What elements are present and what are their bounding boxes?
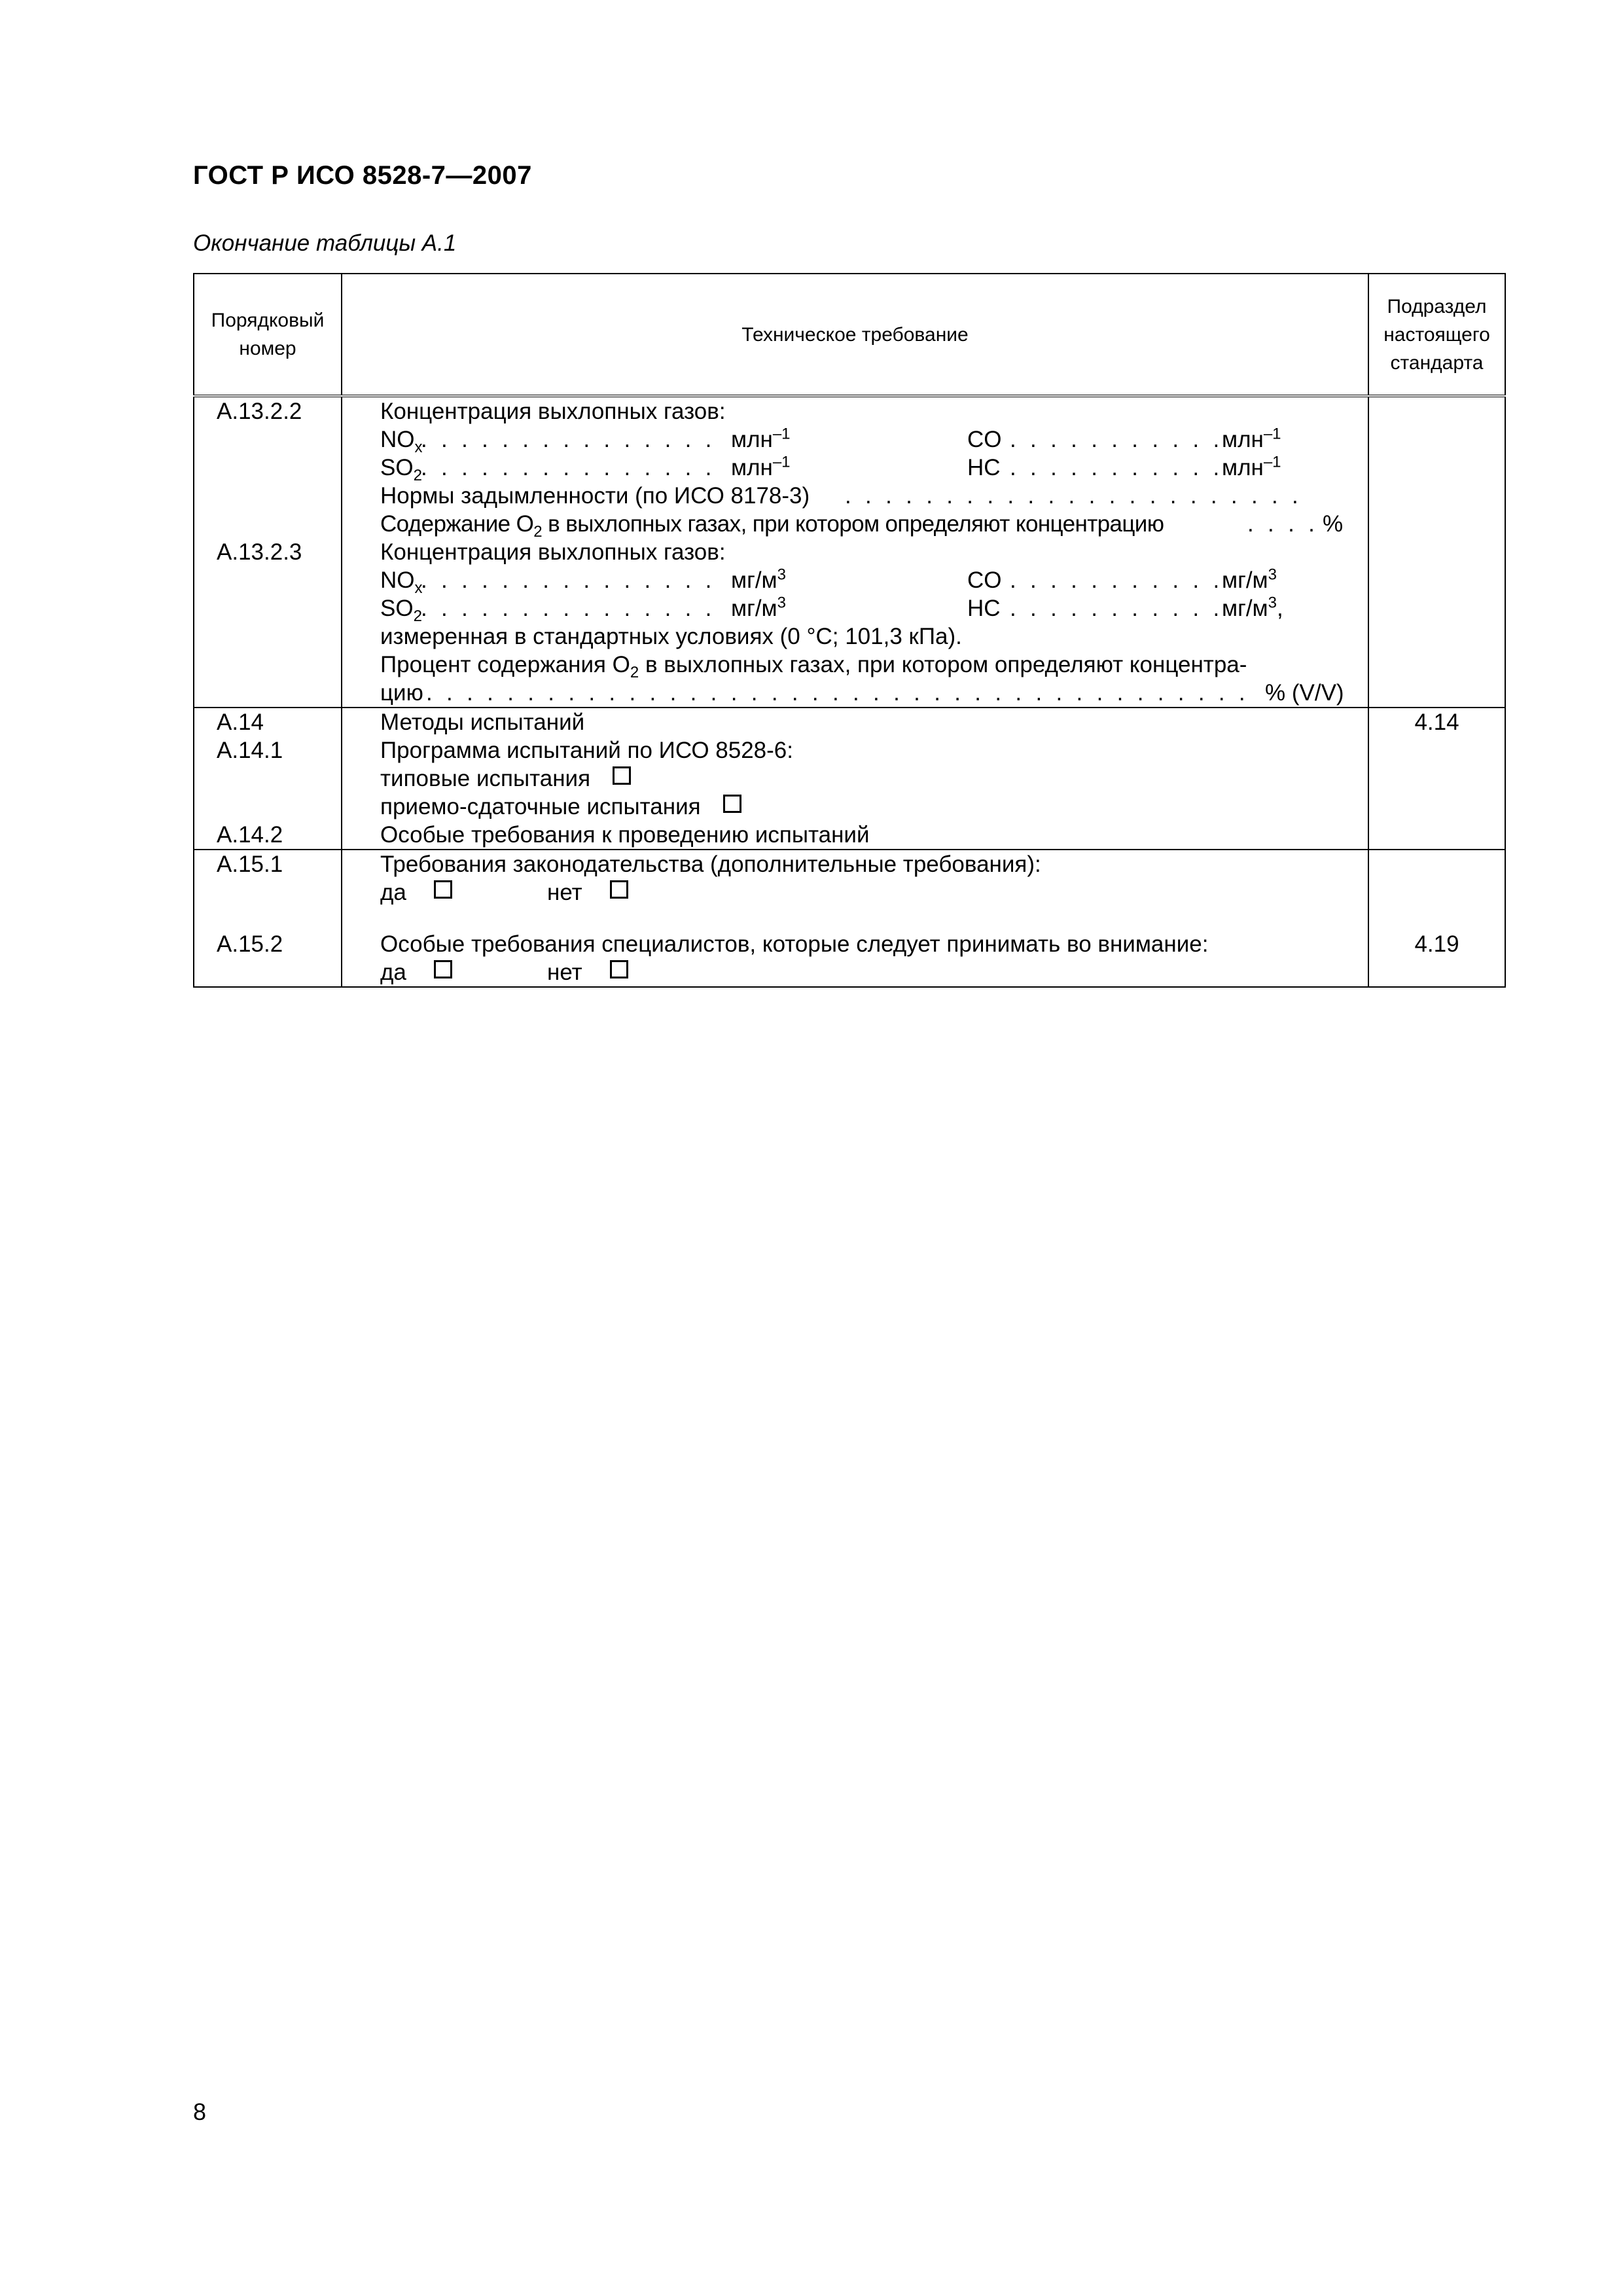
row-number-cell (194, 850, 342, 987)
row-number-cell (194, 396, 342, 708)
unit-label: $мг/м^3$ (1222, 565, 1277, 593)
header-section-line-1: Подраздел (1387, 295, 1487, 317)
gas-label: HC (967, 596, 1001, 621)
dot-leader: . . . . (1247, 511, 1319, 537)
dot-leader: . . . . . . . . . . . (1010, 567, 1224, 593)
header-number (194, 274, 342, 396)
header-section-line-3: стандарта (1390, 351, 1484, 374)
requirement-text: Требования законодательства (дополнительные требования): (380, 852, 1041, 877)
o2-percent-line: Процент содержания $O_2$ в выхлопных газах, при котором определяют концентра- (380, 652, 1247, 681)
unit-label: млн$^{-1}$ (731, 425, 791, 452)
acceptance-tests-checkbox[interactable] (723, 795, 741, 813)
section-cell (1368, 850, 1505, 987)
dot-leader: . . . . . . . . . . . . . . . . . . . . . . . . . . . . . . . . . . . . . . . . . (426, 680, 1249, 706)
type-tests-checkbox[interactable] (613, 766, 631, 785)
dot-leader: . . . . . . . . . . . (1010, 427, 1224, 452)
section-cell (1368, 396, 1505, 708)
requirement-cell (342, 396, 1368, 708)
unit-label: $мг/м^3$ (731, 565, 786, 593)
item-number: А.13.2.3 (217, 539, 302, 565)
dot-leader: . . . . . . . . . . . . . . . (421, 567, 716, 593)
requirement-text: Особые требования к проведению испытаний (380, 822, 870, 848)
gas-label: $SO_2$ (380, 596, 422, 625)
item-number: А.14.2 (217, 822, 283, 848)
legal-no-checkbox[interactable] (610, 880, 628, 899)
requirement-text: измеренная в стандартных условиях (0 °С; 101,3 кПа). (380, 624, 962, 649)
unit-label: % (V/V) (1265, 680, 1344, 706)
document-code: ГОСТ Р ИСО 8528-7—2007 (193, 161, 532, 190)
acceptance-tests-option: приемо-сдаточные испытания (380, 793, 1359, 821)
item-number: А.14.1 (217, 738, 283, 763)
header-section-line-2: настоящего (1383, 323, 1490, 346)
gas-label: CO (967, 427, 1002, 452)
unit-label: $мг/м^3$ (731, 594, 786, 621)
item-number: А.14 (217, 709, 264, 735)
specialists-yes-checkbox[interactable] (434, 960, 452, 978)
specialists-no-checkbox[interactable] (610, 960, 628, 978)
row-number-cell (194, 708, 342, 850)
header-section (1368, 274, 1505, 396)
section-ref: 4.19 (1414, 931, 1459, 957)
unit-label: % (1323, 511, 1343, 537)
type-tests-option: типовые испытания (380, 764, 1359, 793)
requirement-text: Концентрация выхлопных газов: (380, 539, 726, 565)
dot-leader: . . . . . . . . . . . (1010, 455, 1224, 480)
requirement-text: Концентрация выхлопных газов: (380, 399, 726, 424)
item-number: А.15.2 (217, 931, 283, 957)
page-number: 8 (193, 2098, 207, 2125)
o2-content-line: Содержание $O_2$ в выхлопных газах, при котором определяют концентрацию . . . . % (380, 511, 1343, 541)
requirement-cell (342, 850, 1368, 987)
table-row (194, 850, 1505, 987)
legal-yes-checkbox[interactable] (434, 880, 452, 899)
table-row (194, 396, 1505, 708)
unit-label: млн$^{-1}$ (1222, 453, 1281, 480)
gas-line-nox-co-ppm (380, 425, 1359, 454)
gas-label: $NO_x$ (380, 427, 423, 456)
requirement-text: Методы испытаний (380, 709, 585, 735)
gas-label: HC (967, 455, 1001, 480)
requirement-text: Программа испытаний по ИСО 8528-6: (380, 738, 793, 763)
o2-percent-line-cont: цию . . . . . . . . . . . . . . . . . . . . . . . . . . . . . . . . . . . . . . . . . % (V/V) (380, 680, 1344, 706)
table-header-row (194, 274, 1505, 396)
dot-leader: . . . . . . . . . . . . . . . (421, 427, 716, 452)
legal-yes-no-options: да нет (380, 878, 1359, 906)
dot-leader: . . . . . . . . . . . . . . . . . . . . . . . (845, 483, 1302, 509)
gas-line-so2-hc-ppm (380, 454, 1359, 482)
specialists-yes-no-options: да нет (380, 958, 1359, 986)
gas-label: $SO_2$ (380, 455, 422, 484)
gas-line-nox-co-mgm3 (380, 565, 1359, 597)
requirement-text: Особые требования специалистов, которые следует принимать во внимание: (380, 931, 1209, 957)
table-caption: Окончание таблицы А.1 (193, 230, 457, 256)
dot-leader: . . . . . . . . . . . . . . . (421, 455, 716, 480)
header-requirement: Техническое требование (342, 274, 1368, 396)
unit-label: млн$^{-1}$ (731, 453, 791, 480)
header-number-line-1: Порядковый (211, 310, 325, 331)
item-number: А.13.2.2 (217, 399, 302, 424)
table-row (194, 708, 1505, 850)
dot-leader: . . . . . . . . . . . . . . . (421, 596, 716, 621)
gas-label: $NO_x$ (380, 567, 423, 597)
gas-line-so2-hc-mgm3 (380, 594, 1359, 625)
header-number-line-2: номер (239, 338, 296, 359)
gas-label: CO (967, 567, 1002, 593)
item-number: А.15.1 (217, 852, 283, 877)
unit-label: $мг/м^3$, (1222, 594, 1283, 621)
requirement-cell (342, 708, 1368, 850)
dot-leader: . . . . . . . . . . . (1010, 596, 1224, 621)
smoke-norms-line: Нормы задымленности (по ИСО 8178-3) . . . . . . . . . . . . . . . . . . . . . . . (380, 483, 1302, 509)
section-cell: 4.14 (1368, 708, 1505, 850)
requirements-table (193, 273, 1506, 988)
unit-label: млн$^{-1}$ (1222, 425, 1281, 452)
